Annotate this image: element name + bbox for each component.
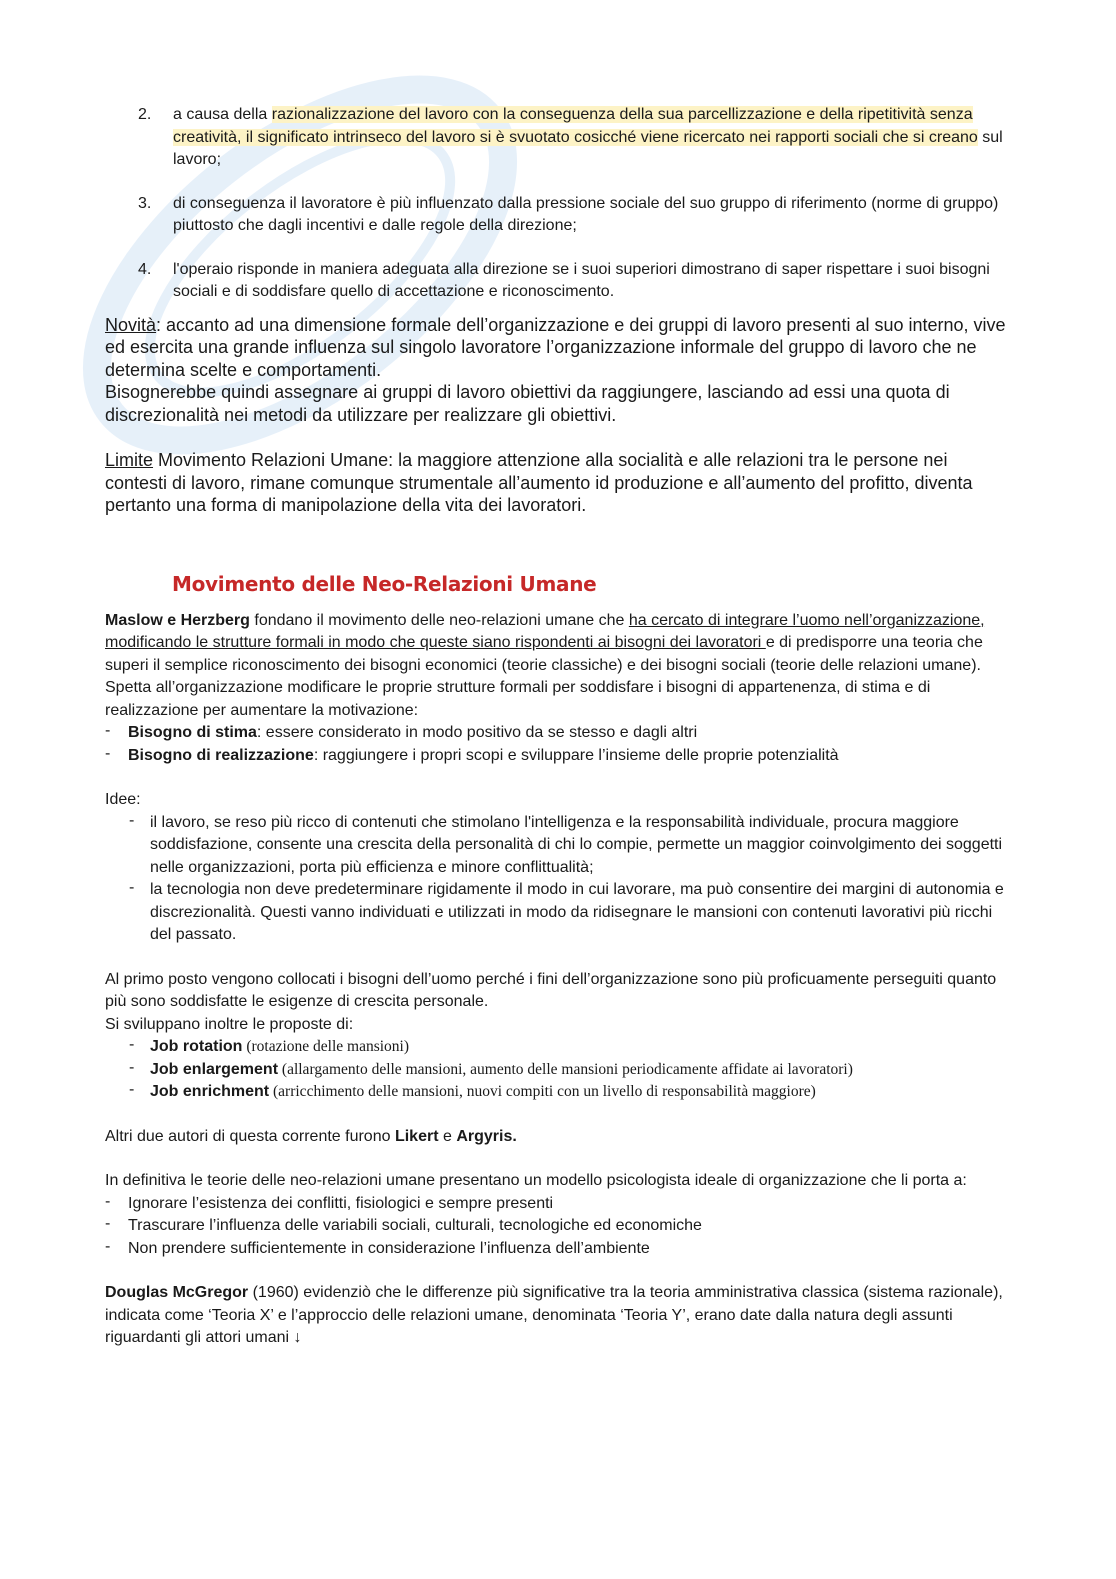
idee-list bbox=[105, 812, 1010, 947]
list-item bbox=[105, 193, 1010, 238]
intro-paragraph bbox=[105, 610, 1010, 723]
altri-text: Altri due autori di questa corrente furono bbox=[105, 1127, 395, 1145]
list-number: 4. bbox=[138, 260, 152, 278]
underlined-text: ha cercato di integrare l’uomo nell’organizzazione, modificando le strutture formali in modo che queste siano rispondenti ai bisogni dei lavoratori bbox=[105, 611, 985, 651]
list-item: - Non prendere sufficientemente in considerazione l’influenza dell’ambiente bbox=[105, 1238, 1010, 1261]
document-page bbox=[105, 104, 1010, 1350]
novita-paragraph bbox=[105, 314, 1010, 427]
authors-bold: Maslow e Herzberg bbox=[105, 611, 250, 629]
list-item bbox=[105, 745, 1010, 768]
intro-text: e di predisporre una teoria che superi il semplice riconoscimento dei bisogni economici (teorie classiche) e dei bisogni sociali (teorie delle relazioni umane). bbox=[105, 634, 983, 674]
proposal-label: Job enlargement bbox=[150, 1060, 279, 1078]
need-label: Bisogno di realizzazione bbox=[128, 746, 314, 764]
novita-text: : accanto ad una dimensione formale dell’organizzazione e dei gruppi di lavoro presenti al suo interno, vive ed esercita una grande influenza sul singolo lavoratore l’organizzazione informale del gruppo di lavoro che ne determina scelte e comportamenti. bbox=[105, 314, 1006, 380]
list-item: - la tecnologia non deve predeterminare rigidamente il modo in cui lavorare, ma può consentire dei margini di autonomia e discrezionalità. Questi vanno individuati e utilizzati in modo da ridisegnare le mansioni con contenuti lavorativi più ricchi del passato. bbox=[105, 879, 1010, 947]
proposte-list bbox=[105, 1036, 1010, 1104]
list-number: 2. bbox=[138, 106, 152, 123]
intro-text: Spetta all’organizzazione modificare le proprie strutture formali per soddisfare i bisogni di appartenenza, di stima e di realizzazione per aumentare la motivazione: bbox=[105, 679, 931, 719]
list-text: sul lavoro; bbox=[173, 128, 1003, 168]
highlighted-text: razionalizzazione del lavoro con la conseguenza della sua parcellizzazione e della ripetitività senza creatività, il significato intrinseco del lavoro si è svuotato cosicché viene ricercato nei rapporti sociali che si creano bbox=[173, 106, 978, 146]
needs-list bbox=[105, 722, 1010, 767]
list-item bbox=[105, 104, 1010, 172]
need-text: : raggiungere i propri scopi e sviluppare l’insieme delle proprie potenzialità bbox=[313, 746, 839, 764]
novita-label: Novità bbox=[105, 314, 157, 335]
author-argyris: Argyris. bbox=[456, 1127, 517, 1145]
limite-label: Limite bbox=[105, 450, 154, 470]
proposal-label: Job enrichment bbox=[150, 1083, 270, 1100]
list-text: a causa della bbox=[173, 106, 272, 123]
primo-posto-paragraph bbox=[105, 969, 1010, 1037]
idee-label: Idee: bbox=[105, 791, 141, 808]
need-text: : essere considerato in modo positivo da se stesso e dagli altri bbox=[256, 724, 698, 741]
section-title: Movimento delle Neo-Relazioni Umane bbox=[172, 571, 597, 596]
mcgregor-paragraph bbox=[105, 1282, 1010, 1350]
list-item: - il lavoro, se reso più ricco di contenuti che stimolano l'intelligenza e la responsabilità individuale, procura maggiore soddisfazione, consente una crescita della personalità di chi lo compie, permette un maggior coinvolgimento dei soggetti nelle organizzazioni, porta più efficienza e minore conflittualità; bbox=[105, 812, 1010, 880]
mcgregor-text: (1960) evidenziò che le differenze più significative tra la teoria amministrativa classica (sistema razionale), indicata come ‘Teoria X’ e l’approccio delle relazioni umane, denominata ‘Teoria Y’, erano date dalla natura degli assunti riguardanti gli attori umani ↓ bbox=[105, 1284, 1003, 1346]
author-mcgregor: Douglas McGregor bbox=[105, 1284, 249, 1301]
list-item: - Ignorare l’esistenza dei conflitti, fisiologici e sempre presenti bbox=[105, 1193, 1010, 1216]
proposal-text: (rotazione delle mansioni) bbox=[242, 1038, 410, 1055]
list-number: 3. bbox=[138, 194, 152, 212]
altri-text: e bbox=[438, 1127, 457, 1145]
list-item bbox=[105, 1081, 1010, 1104]
list-text: l'operaio risponde in maniera adeguata alla direzione se i suoi superiori dimostrano di saper rispettare i suoi bisogni sociali e di soddisfare quello di accettazione e riconoscimento. bbox=[173, 260, 990, 300]
proposte-label: Si sviluppano inoltre le proposte di: bbox=[105, 1015, 354, 1033]
proposal-text: (allargamento delle mansioni, aumento delle mansioni periodicamente affidate ai lavoratori) bbox=[278, 1060, 853, 1078]
proposal-label: Job rotation bbox=[150, 1038, 243, 1055]
list-text: di conseguenza il lavoratore è più influenzato dalla pressione sociale del suo gruppo di riferimento (norme di gruppo) piuttosto che dagli incentivi e dalle regole della direzione; bbox=[173, 194, 999, 234]
list-item bbox=[105, 259, 1010, 304]
altri-paragraph bbox=[105, 1126, 1010, 1149]
definitiva-paragraph: In definitiva le teorie delle neo-relazioni umane presentano un modello psicologista ideale di organizzazione che li porta a: bbox=[105, 1172, 967, 1189]
list-item bbox=[105, 1059, 1010, 1082]
limite-text: Movimento Relazioni Umane: la maggiore attenzione alla socialità e alle relazioni tra le persone nei contesti di lavoro, rimane comunque strumentale all’aumento id produzione e all’aumento del profitto, diventa pertanto una forma di manipolazione della vita dei lavoratori. bbox=[105, 450, 973, 515]
numbered-list bbox=[105, 104, 1010, 304]
intro-text: fondano il movimento delle neo-relazioni umane che bbox=[249, 611, 629, 629]
primo-posto-text: Al primo posto vengono collocati i bisogni dell’uomo perché i fini dell’organizzazione sono più proficuamente perseguiti quanto più sono soddisfatte le esigenze di crescita personale. bbox=[105, 970, 997, 1010]
list-item: - Trascurare l’influenza delle variabili sociali, culturali, tecnologiche ed economiche bbox=[105, 1215, 1010, 1238]
list-item bbox=[105, 722, 1010, 745]
limite-paragraph bbox=[105, 449, 1010, 517]
need-label: Bisogno di stima bbox=[128, 724, 257, 741]
conseguenze-list bbox=[105, 1193, 1010, 1261]
proposal-text: (arricchimento delle mansioni, nuovi compiti con un livello di responsabilità maggiore) bbox=[269, 1083, 816, 1100]
novita-text-2: Bisognerebbe quindi assegnare ai gruppi di lavoro obiettivi da raggiungere, lasciando ad essi una quota di discrezionalità nei metodi da utilizzare per realizzare gli obiettivi. bbox=[105, 382, 950, 425]
author-likert: Likert bbox=[394, 1127, 439, 1145]
list-item bbox=[105, 1036, 1010, 1059]
